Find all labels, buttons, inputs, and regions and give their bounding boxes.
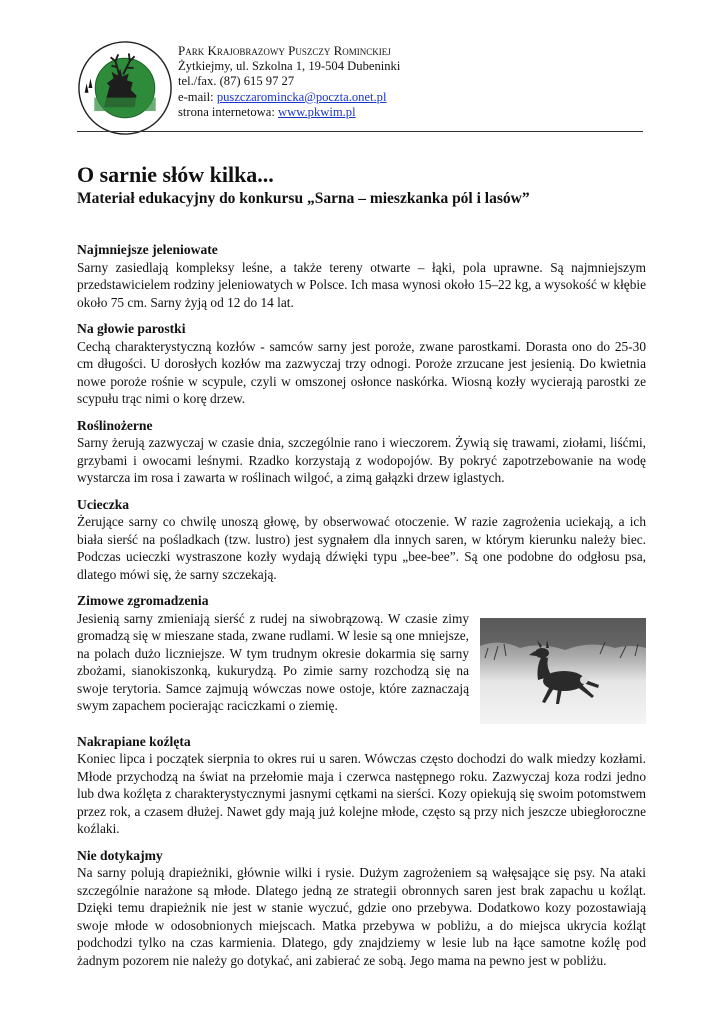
website-link[interactable]: www.pkwim.pl xyxy=(278,105,356,120)
section-nakrapiane-kozleta xyxy=(77,733,646,838)
section-heading: Zimowe zgromadzenia xyxy=(77,593,209,608)
section-text: Żerujące sarny co chwilę unoszą głowę, by obserwować otoczenie. W razie zagrożenia uciekają, a ich biała sierść na pośladkach (tzw. lustro) jest sygnałem dla innych saren, w którym kierunku należy biec. Podczas ucieczki wystraszone kozły wydają dźwięki typu „bee-bee”. Są one podobne do odgłosu psa, dlatego mówi się, że sarny szczekają. xyxy=(77,514,646,582)
section-heading: Nakrapiane koźlęta xyxy=(77,733,191,749)
section-na-glowie-parostki xyxy=(77,320,646,408)
section-text: Sarny zasiedlają kompleksy leśne, a także tereny otwarte – łąki, pola uprawne. Są najmniejszym przedstawicielem rodziny jeleniowatych w Polsce. Ich masa wynosi około 15–22 kg, a wysokość w kłębie około 75 cm. Sarny żyją od 12 do 14 lat. xyxy=(77,259,646,310)
park-name: Park Krajobrazowy Puszczy Rominckiej xyxy=(178,43,391,58)
section-ucieczka xyxy=(77,496,646,584)
roe-deer-photo xyxy=(480,618,646,724)
section-roslinozerne xyxy=(77,417,646,487)
section-heading: Roślinożerne xyxy=(77,417,153,433)
document-subtitle: Materiał edukacyjny do konkursu „Sarna – mieszkanka pól i lasów” xyxy=(77,190,530,207)
park-phone: tel./fax. (87) 615 97 27 xyxy=(178,74,295,89)
section-text: Na sarny polują drapieżniki, głównie wilki i rysie. Dużym zagrożeniem są wałęsające się psy. Na ataki szczególnie narażone są młode. Dlatego jedną ze strategii obronnych saren jest brak zapachu u koźląt. Dzięki temu drapieżnik nie jest w stanie wyczuć, gdzie ono przebywa. Dodatkowo kozy pozostawiają swoje młode w odosobnionych miejscach. Matka przebywa w pobliżu, a do miejsca ukrycia koźląt podchodzi tylko na czas karmienia. Dlatego, gdy znajdziemy w lesie lub na łące samotne koźlę pod żadnym pozorem nie należy go dotykać, ani zabierać ze sobą. Jego mama na pewno jest w pobliżu. xyxy=(77,865,646,968)
email-label: e-mail: xyxy=(178,89,217,104)
park-logo xyxy=(77,40,173,136)
section-text: Jesienią sarny zmieniają sierść z rudej na siwobrązową. W czasie zimy gromadzą się w mieszane stada, zwane rudlami. W lesie są one mniejsze, na polach dużo liczniejsze. W tym trudnym okresie dokarmia się sarny zbożami, sianokiszonką, kukurydzą. Po zimie sarny rozchodzą się na swoje terytoria. Samce zajmują wówczas nowe ostoje, które zaznaczają swym zapachem pocierając raciczkami o ziemię. xyxy=(77,610,469,713)
section-heading: Najmniejsze jeleniowate xyxy=(77,242,218,257)
section-nie-dotykajmy xyxy=(77,847,646,970)
park-email-line xyxy=(178,90,400,106)
section-heading: Na głowie parostki xyxy=(77,321,186,336)
section-heading: Ucieczka xyxy=(77,496,130,512)
section-heading: Nie dotykajmy xyxy=(77,847,163,863)
park-address: Żytkiejmy, ul. Szkolna 1, 19-504 Dubeninki xyxy=(178,58,401,73)
section-text: Cechą charakterystyczną kozłów - samców sarny jest poroże, zwane parostkami. Dorasta ono do 25-30 cm długości. U dorosłych kozłów ma zazwyczaj trzy odnogi. Poroże zrzucane jest jesienią. Do kwietnia nowe poroże rośnie w scypule, czyli w omszonej osłonce naskórka. Wiosną kozły wycierają parostki ze scypułu trąc nimi o korę drzew. xyxy=(77,338,646,406)
section-zimowe-zgromadzenia xyxy=(77,592,646,724)
section-text: Koniec lipca i początek sierpnia to okres rui u saren. Wówczas często dochodzi do walk miedzy kozłami. Młode przychodzą na świat na przełomie maja i czerwca następnego roku. Zazwyczaj koza rodzi jedno lub dwa koźlęta z charakterystycznymi jasnymi cętkami na sierści. Kozy opiekują się swoim potomstwem przez rok, a czasem dłużej. Nawet gdy mają już kolejne młode, często są przy nich jeszcze ubiegłoroczne koźlaki. xyxy=(77,751,646,836)
web-label: strona internetowa: xyxy=(178,105,279,120)
section-najmniejsze-jeleniowate xyxy=(77,241,646,311)
document-body xyxy=(77,241,646,978)
header-divider xyxy=(77,131,643,132)
section-text: Sarny żerują zazwyczaj w czasie dnia, szczególnie rano i wieczorem. Żywią się trawami, ziołami, liśćmi, grzybami i owocami leśnymi. Rzadko korzystają z wodopojów. By pokryć zapotrzebowanie na wodę wystarcza im rosa i zawarta w roślinach wilgoć, a zimą gałązki drzew iglastych. xyxy=(77,435,646,485)
park-web-line xyxy=(178,105,400,121)
email-link[interactable]: puszczaromincka@poczta.onet.pl xyxy=(216,89,387,104)
document-title: O sarnie słów kilka... xyxy=(77,162,274,187)
letterhead xyxy=(77,40,645,132)
